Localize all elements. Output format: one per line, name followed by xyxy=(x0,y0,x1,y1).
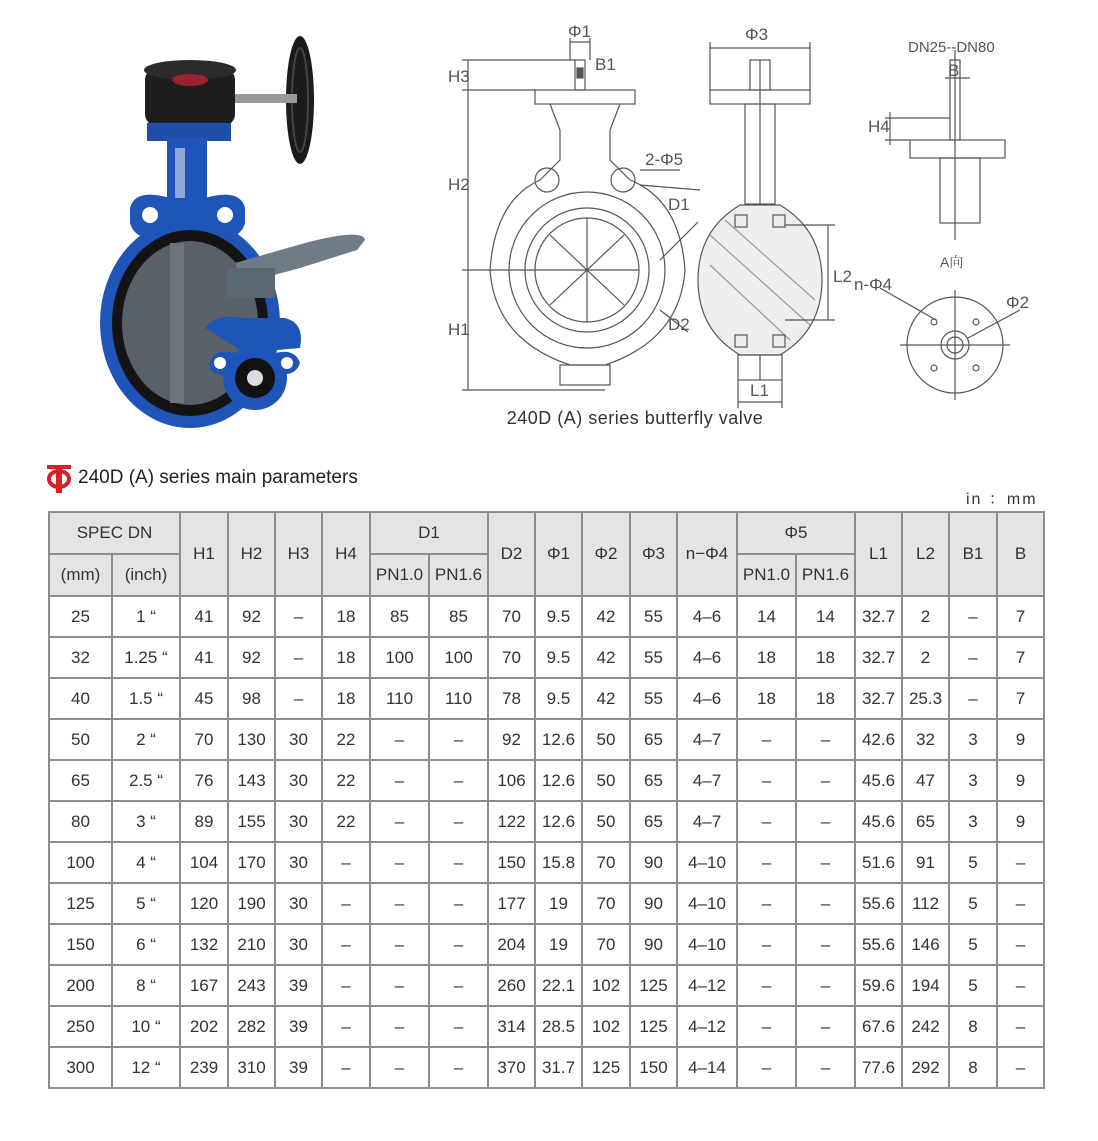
table-cell: 242 xyxy=(902,1006,949,1047)
table-cell: – xyxy=(322,965,370,1006)
table-cell: – xyxy=(275,678,322,719)
table-cell: 85 xyxy=(429,596,488,637)
table-cell: 150 xyxy=(630,1047,677,1088)
table-cell: 310 xyxy=(228,1047,275,1088)
table-cell: – xyxy=(370,1047,429,1088)
table-cell: 18 xyxy=(322,596,370,637)
phi5-label: 2-Φ5 xyxy=(645,150,684,169)
table-cell: 41 xyxy=(180,596,228,637)
table-cell: 4–12 xyxy=(677,1006,737,1047)
phi3-label: Φ3 xyxy=(745,25,769,44)
phi2-label: Φ2 xyxy=(1006,293,1030,312)
table-cell: 45.6 xyxy=(855,801,902,842)
table-cell: 90 xyxy=(630,924,677,965)
table-row xyxy=(49,760,1044,801)
table-cell: 45 xyxy=(180,678,228,719)
table-cell: – xyxy=(796,965,855,1006)
table-cell: 55.6 xyxy=(855,924,902,965)
table-cell: 4–7 xyxy=(677,719,737,760)
table-cell: – xyxy=(429,965,488,1006)
table-cell: 30 xyxy=(275,924,322,965)
table-cell: – xyxy=(370,801,429,842)
table-cell: 5 xyxy=(949,842,997,883)
table-cell: 19 xyxy=(535,924,582,965)
table-cell: 32 xyxy=(902,719,949,760)
table-cell: 92 xyxy=(228,637,275,678)
table-cell: 70 xyxy=(582,883,630,924)
table-cell: 2 “ xyxy=(112,719,180,760)
table-cell: 4–10 xyxy=(677,924,737,965)
table-cell: 7 xyxy=(997,678,1044,719)
h2-label: H2 xyxy=(448,175,470,194)
table-cell: 4–6 xyxy=(677,678,737,719)
table-cell: – xyxy=(997,883,1044,924)
table-cell: 91 xyxy=(902,842,949,883)
table-cell: 42 xyxy=(582,678,630,719)
d1-pn16-header: PN1.6 xyxy=(429,554,488,596)
table-row xyxy=(49,883,1044,924)
table-cell: 370 xyxy=(488,1047,535,1088)
l2-header: L2 xyxy=(902,512,949,596)
table-cell: – xyxy=(429,1047,488,1088)
d2-header: D2 xyxy=(488,512,535,596)
table-cell: 12.6 xyxy=(535,719,582,760)
brand-logo-icon xyxy=(46,463,72,493)
h4-header: H4 xyxy=(322,512,370,596)
table-cell: 9.5 xyxy=(535,637,582,678)
table-cell: 4 “ xyxy=(112,842,180,883)
table-row xyxy=(49,924,1044,965)
section-heading xyxy=(46,461,358,495)
table-row xyxy=(49,637,1044,678)
table-cell: – xyxy=(370,883,429,924)
spec-dn-header: SPEC DN xyxy=(49,512,180,554)
table-cell: 30 xyxy=(275,801,322,842)
n-phi4-header: n−Φ4 xyxy=(677,512,737,596)
table-cell: 177 xyxy=(488,883,535,924)
mm-header: (mm) xyxy=(49,554,112,596)
b1-label: B1 xyxy=(595,55,616,74)
n-phi4-label: n-Φ4 xyxy=(854,275,893,294)
table-cell: 282 xyxy=(228,1006,275,1047)
table-cell: 25.3 xyxy=(902,678,949,719)
table-cell: – xyxy=(429,924,488,965)
table-cell: – xyxy=(737,1006,796,1047)
table-cell: – xyxy=(429,1006,488,1047)
drawing-caption: 240D (A) series butterfly valve xyxy=(506,408,764,428)
table-cell: 70 xyxy=(582,842,630,883)
table-cell: 2 xyxy=(902,637,949,678)
table-cell: 9 xyxy=(997,760,1044,801)
table-cell: 100 xyxy=(370,637,429,678)
table-cell: – xyxy=(796,1047,855,1088)
table-cell: 39 xyxy=(275,965,322,1006)
table-cell: – xyxy=(429,719,488,760)
table-cell: 4–10 xyxy=(677,842,737,883)
a-view-label: A向 xyxy=(940,254,964,270)
phi5-pn10-header: PN1.0 xyxy=(737,554,796,596)
table-cell: 9 xyxy=(997,801,1044,842)
table-cell: – xyxy=(370,924,429,965)
table-cell: 204 xyxy=(488,924,535,965)
table-cell: 9.5 xyxy=(535,596,582,637)
table-cell: – xyxy=(275,596,322,637)
table-cell: 18 xyxy=(796,637,855,678)
table-cell: 170 xyxy=(228,842,275,883)
table-cell: 70 xyxy=(582,924,630,965)
table-cell: – xyxy=(796,719,855,760)
table-cell: 67.6 xyxy=(855,1006,902,1047)
table-cell: 50 xyxy=(582,801,630,842)
d2-label: D2 xyxy=(668,315,690,334)
h3-label: H3 xyxy=(448,67,470,86)
table-cell: 7 xyxy=(997,596,1044,637)
table-cell: – xyxy=(275,637,322,678)
table-cell: – xyxy=(322,883,370,924)
table-cell: 92 xyxy=(228,596,275,637)
table-cell: 9 xyxy=(997,719,1044,760)
table-cell: 18 xyxy=(322,678,370,719)
table-cell: 76 xyxy=(180,760,228,801)
table-cell: 110 xyxy=(429,678,488,719)
table-cell: 125 xyxy=(630,965,677,1006)
table-cell: 50 xyxy=(582,719,630,760)
table-cell: 200 xyxy=(49,965,112,1006)
h1-header: H1 xyxy=(180,512,228,596)
table-cell: 4–12 xyxy=(677,965,737,1006)
table-cell: 42 xyxy=(582,596,630,637)
table-cell: 77.6 xyxy=(855,1047,902,1088)
table-cell: – xyxy=(949,678,997,719)
table-cell: 45.6 xyxy=(855,760,902,801)
table-cell: – xyxy=(997,924,1044,965)
table-cell: – xyxy=(997,842,1044,883)
table-cell: – xyxy=(997,1006,1044,1047)
table-cell: 22.1 xyxy=(535,965,582,1006)
table-cell: 146 xyxy=(902,924,949,965)
header-row xyxy=(49,512,1044,554)
table-cell: – xyxy=(737,924,796,965)
table-cell: 3 xyxy=(949,760,997,801)
l1-label: L1 xyxy=(750,381,769,400)
h2-header: H2 xyxy=(228,512,275,596)
table-cell: 110 xyxy=(370,678,429,719)
table-cell: – xyxy=(322,1047,370,1088)
table-cell: 70 xyxy=(180,719,228,760)
table-cell: 2 xyxy=(902,596,949,637)
table-cell: 120 xyxy=(180,883,228,924)
table-cell: 22 xyxy=(322,801,370,842)
d1-pn10-header: PN1.0 xyxy=(370,554,429,596)
table-cell: 9.5 xyxy=(535,678,582,719)
table-cell: 55 xyxy=(630,637,677,678)
h3-header: H3 xyxy=(275,512,322,596)
table-cell: 3 xyxy=(949,719,997,760)
table-cell: 143 xyxy=(228,760,275,801)
table-cell: 65 xyxy=(630,801,677,842)
table-cell: 14 xyxy=(737,596,796,637)
table-cell: 4–6 xyxy=(677,596,737,637)
table-cell: 12 “ xyxy=(112,1047,180,1088)
parameters-table xyxy=(48,511,1045,1089)
table-cell: 32 xyxy=(49,637,112,678)
table-cell: 167 xyxy=(180,965,228,1006)
table-cell: – xyxy=(796,842,855,883)
table-cell: 55.6 xyxy=(855,883,902,924)
table-cell: 90 xyxy=(630,842,677,883)
table-cell: 8 xyxy=(949,1047,997,1088)
table-row xyxy=(49,965,1044,1006)
table-cell: 112 xyxy=(902,883,949,924)
table-row xyxy=(49,719,1044,760)
table-cell: 292 xyxy=(902,1047,949,1088)
table-cell: 30 xyxy=(275,883,322,924)
table-cell: – xyxy=(429,760,488,801)
table-cell: 8 xyxy=(949,1006,997,1047)
table-cell: 98 xyxy=(228,678,275,719)
table-cell: – xyxy=(737,842,796,883)
table-cell: 70 xyxy=(488,637,535,678)
table-cell: 80 xyxy=(49,801,112,842)
table-cell: – xyxy=(322,842,370,883)
h1-label: H1 xyxy=(448,320,470,339)
table-cell: 250 xyxy=(49,1006,112,1047)
table-cell: 30 xyxy=(275,760,322,801)
table-cell: 89 xyxy=(180,801,228,842)
table-cell: – xyxy=(796,760,855,801)
table-cell: 55 xyxy=(630,596,677,637)
table-cell: 125 xyxy=(49,883,112,924)
table-cell: 51.6 xyxy=(855,842,902,883)
table-cell: – xyxy=(737,801,796,842)
table-cell: 30 xyxy=(275,842,322,883)
unit-note: in ：mm xyxy=(966,491,1038,508)
table-cell: 28.5 xyxy=(535,1006,582,1047)
table-cell: 150 xyxy=(488,842,535,883)
table-cell: 25 xyxy=(49,596,112,637)
table-cell: 31.7 xyxy=(535,1047,582,1088)
table-cell: 5 “ xyxy=(112,883,180,924)
table-row xyxy=(49,801,1044,842)
h4-label: H4 xyxy=(868,117,890,136)
table-cell: – xyxy=(796,801,855,842)
table-cell: 70 xyxy=(488,596,535,637)
table-cell: – xyxy=(322,924,370,965)
phi3-header: Φ3 xyxy=(630,512,677,596)
table-cell: 50 xyxy=(582,760,630,801)
table-cell: 50 xyxy=(49,719,112,760)
table-cell: 4–10 xyxy=(677,883,737,924)
table-cell: 18 xyxy=(737,637,796,678)
table-cell: 130 xyxy=(228,719,275,760)
table-row xyxy=(49,1006,1044,1047)
table-cell: – xyxy=(370,965,429,1006)
phi2-header: Φ2 xyxy=(582,512,630,596)
dn-range-label: DN25--DN80 xyxy=(908,39,995,56)
table-cell: 12.6 xyxy=(535,801,582,842)
table-cell: 132 xyxy=(180,924,228,965)
table-cell: 42.6 xyxy=(855,719,902,760)
table-cell: – xyxy=(796,924,855,965)
technical-drawing xyxy=(440,20,1060,410)
table-cell: 190 xyxy=(228,883,275,924)
table-cell: 125 xyxy=(582,1047,630,1088)
table-cell: 19 xyxy=(535,883,582,924)
table-cell: – xyxy=(949,637,997,678)
table-cell: 5 xyxy=(949,924,997,965)
table-cell: 59.6 xyxy=(855,965,902,1006)
table-cell: 243 xyxy=(228,965,275,1006)
table-cell: 14 xyxy=(796,596,855,637)
table-cell: 22 xyxy=(322,760,370,801)
table-cell: 100 xyxy=(49,842,112,883)
table-cell: 65 xyxy=(902,801,949,842)
table-cell: 4–6 xyxy=(677,637,737,678)
table-cell: 314 xyxy=(488,1006,535,1047)
table-row xyxy=(49,596,1044,637)
table-cell: 42 xyxy=(582,637,630,678)
table-cell: 18 xyxy=(796,678,855,719)
table-cell: – xyxy=(737,883,796,924)
l2-label: L2 xyxy=(833,267,852,286)
table-cell: 55 xyxy=(630,678,677,719)
table-cell: – xyxy=(370,760,429,801)
table-cell: – xyxy=(737,719,796,760)
table-row xyxy=(49,1047,1044,1088)
table-cell: 85 xyxy=(370,596,429,637)
table-cell: 202 xyxy=(180,1006,228,1047)
table-cell: – xyxy=(737,760,796,801)
table-cell: – xyxy=(796,1006,855,1047)
table-cell: 102 xyxy=(582,1006,630,1047)
table-cell: 1 “ xyxy=(112,596,180,637)
table-cell: 5 xyxy=(949,883,997,924)
table-cell: – xyxy=(737,1047,796,1088)
table-cell: – xyxy=(429,801,488,842)
table-body xyxy=(49,596,1044,1088)
table-cell: – xyxy=(997,1047,1044,1088)
table-cell: 32.7 xyxy=(855,596,902,637)
table-cell: 5 xyxy=(949,965,997,1006)
table-cell: 65 xyxy=(630,760,677,801)
table-cell: 1.25 “ xyxy=(112,637,180,678)
table-cell: 32.7 xyxy=(855,678,902,719)
table-cell: 22 xyxy=(322,719,370,760)
table-cell: – xyxy=(949,596,997,637)
table-cell: – xyxy=(737,965,796,1006)
table-cell: 194 xyxy=(902,965,949,1006)
table-cell: 12.6 xyxy=(535,760,582,801)
phi1-header: Φ1 xyxy=(535,512,582,596)
table-cell: 7 xyxy=(997,637,1044,678)
table-cell: 39 xyxy=(275,1047,322,1088)
table-cell: – xyxy=(370,842,429,883)
table-cell: 10 “ xyxy=(112,1006,180,1047)
table-cell: 210 xyxy=(228,924,275,965)
table-cell: 300 xyxy=(49,1047,112,1088)
table-cell: 4–7 xyxy=(677,760,737,801)
table-cell: 260 xyxy=(488,965,535,1006)
table-cell: 15.8 xyxy=(535,842,582,883)
table-cell: 65 xyxy=(630,719,677,760)
table-cell: 47 xyxy=(902,760,949,801)
table-cell: 3 “ xyxy=(112,801,180,842)
d1-label: D1 xyxy=(668,195,690,214)
table-cell: 40 xyxy=(49,678,112,719)
table-cell: – xyxy=(370,1006,429,1047)
table-cell: 39 xyxy=(275,1006,322,1047)
d1-header: D1 xyxy=(370,512,488,554)
table-cell: 78 xyxy=(488,678,535,719)
table-cell: 30 xyxy=(275,719,322,760)
table-cell: 8 “ xyxy=(112,965,180,1006)
table-cell: 100 xyxy=(429,637,488,678)
l1-header: L1 xyxy=(855,512,902,596)
table-cell: 2.5 “ xyxy=(112,760,180,801)
phi5-pn16-header: PN1.6 xyxy=(796,554,855,596)
table-cell: 6 “ xyxy=(112,924,180,965)
table-cell: – xyxy=(796,883,855,924)
table-cell: 18 xyxy=(737,678,796,719)
table-cell: 32.7 xyxy=(855,637,902,678)
table-cell: – xyxy=(429,883,488,924)
b-header: B xyxy=(997,512,1044,596)
table-cell: – xyxy=(322,1006,370,1047)
table-cell: 239 xyxy=(180,1047,228,1088)
phi5-header: Φ5 xyxy=(737,512,855,554)
inch-header: (inch) xyxy=(112,554,180,596)
table-cell: 122 xyxy=(488,801,535,842)
table-cell: 65 xyxy=(49,760,112,801)
table-cell: 102 xyxy=(582,965,630,1006)
b-label: B xyxy=(948,61,960,80)
phi1-label: Φ1 xyxy=(568,22,592,41)
table-cell: 155 xyxy=(228,801,275,842)
table-row xyxy=(49,842,1044,883)
table-cell: 3 xyxy=(949,801,997,842)
b1-header: B1 xyxy=(949,512,997,596)
table-cell: 4–14 xyxy=(677,1047,737,1088)
table-cell: 41 xyxy=(180,637,228,678)
table-cell: – xyxy=(997,965,1044,1006)
table-cell: 4–7 xyxy=(677,801,737,842)
table-cell: 18 xyxy=(322,637,370,678)
section-title: 240D (A) series main parameters xyxy=(78,467,358,488)
table-cell: 104 xyxy=(180,842,228,883)
table-row xyxy=(49,678,1044,719)
table-cell: 90 xyxy=(630,883,677,924)
table-cell: – xyxy=(429,842,488,883)
table-cell: 150 xyxy=(49,924,112,965)
table-cell: 106 xyxy=(488,760,535,801)
table-cell: 92 xyxy=(488,719,535,760)
table-cell: – xyxy=(370,719,429,760)
valve-photo xyxy=(95,28,395,428)
table-cell: 125 xyxy=(630,1006,677,1047)
table-cell: 1.5 “ xyxy=(112,678,180,719)
